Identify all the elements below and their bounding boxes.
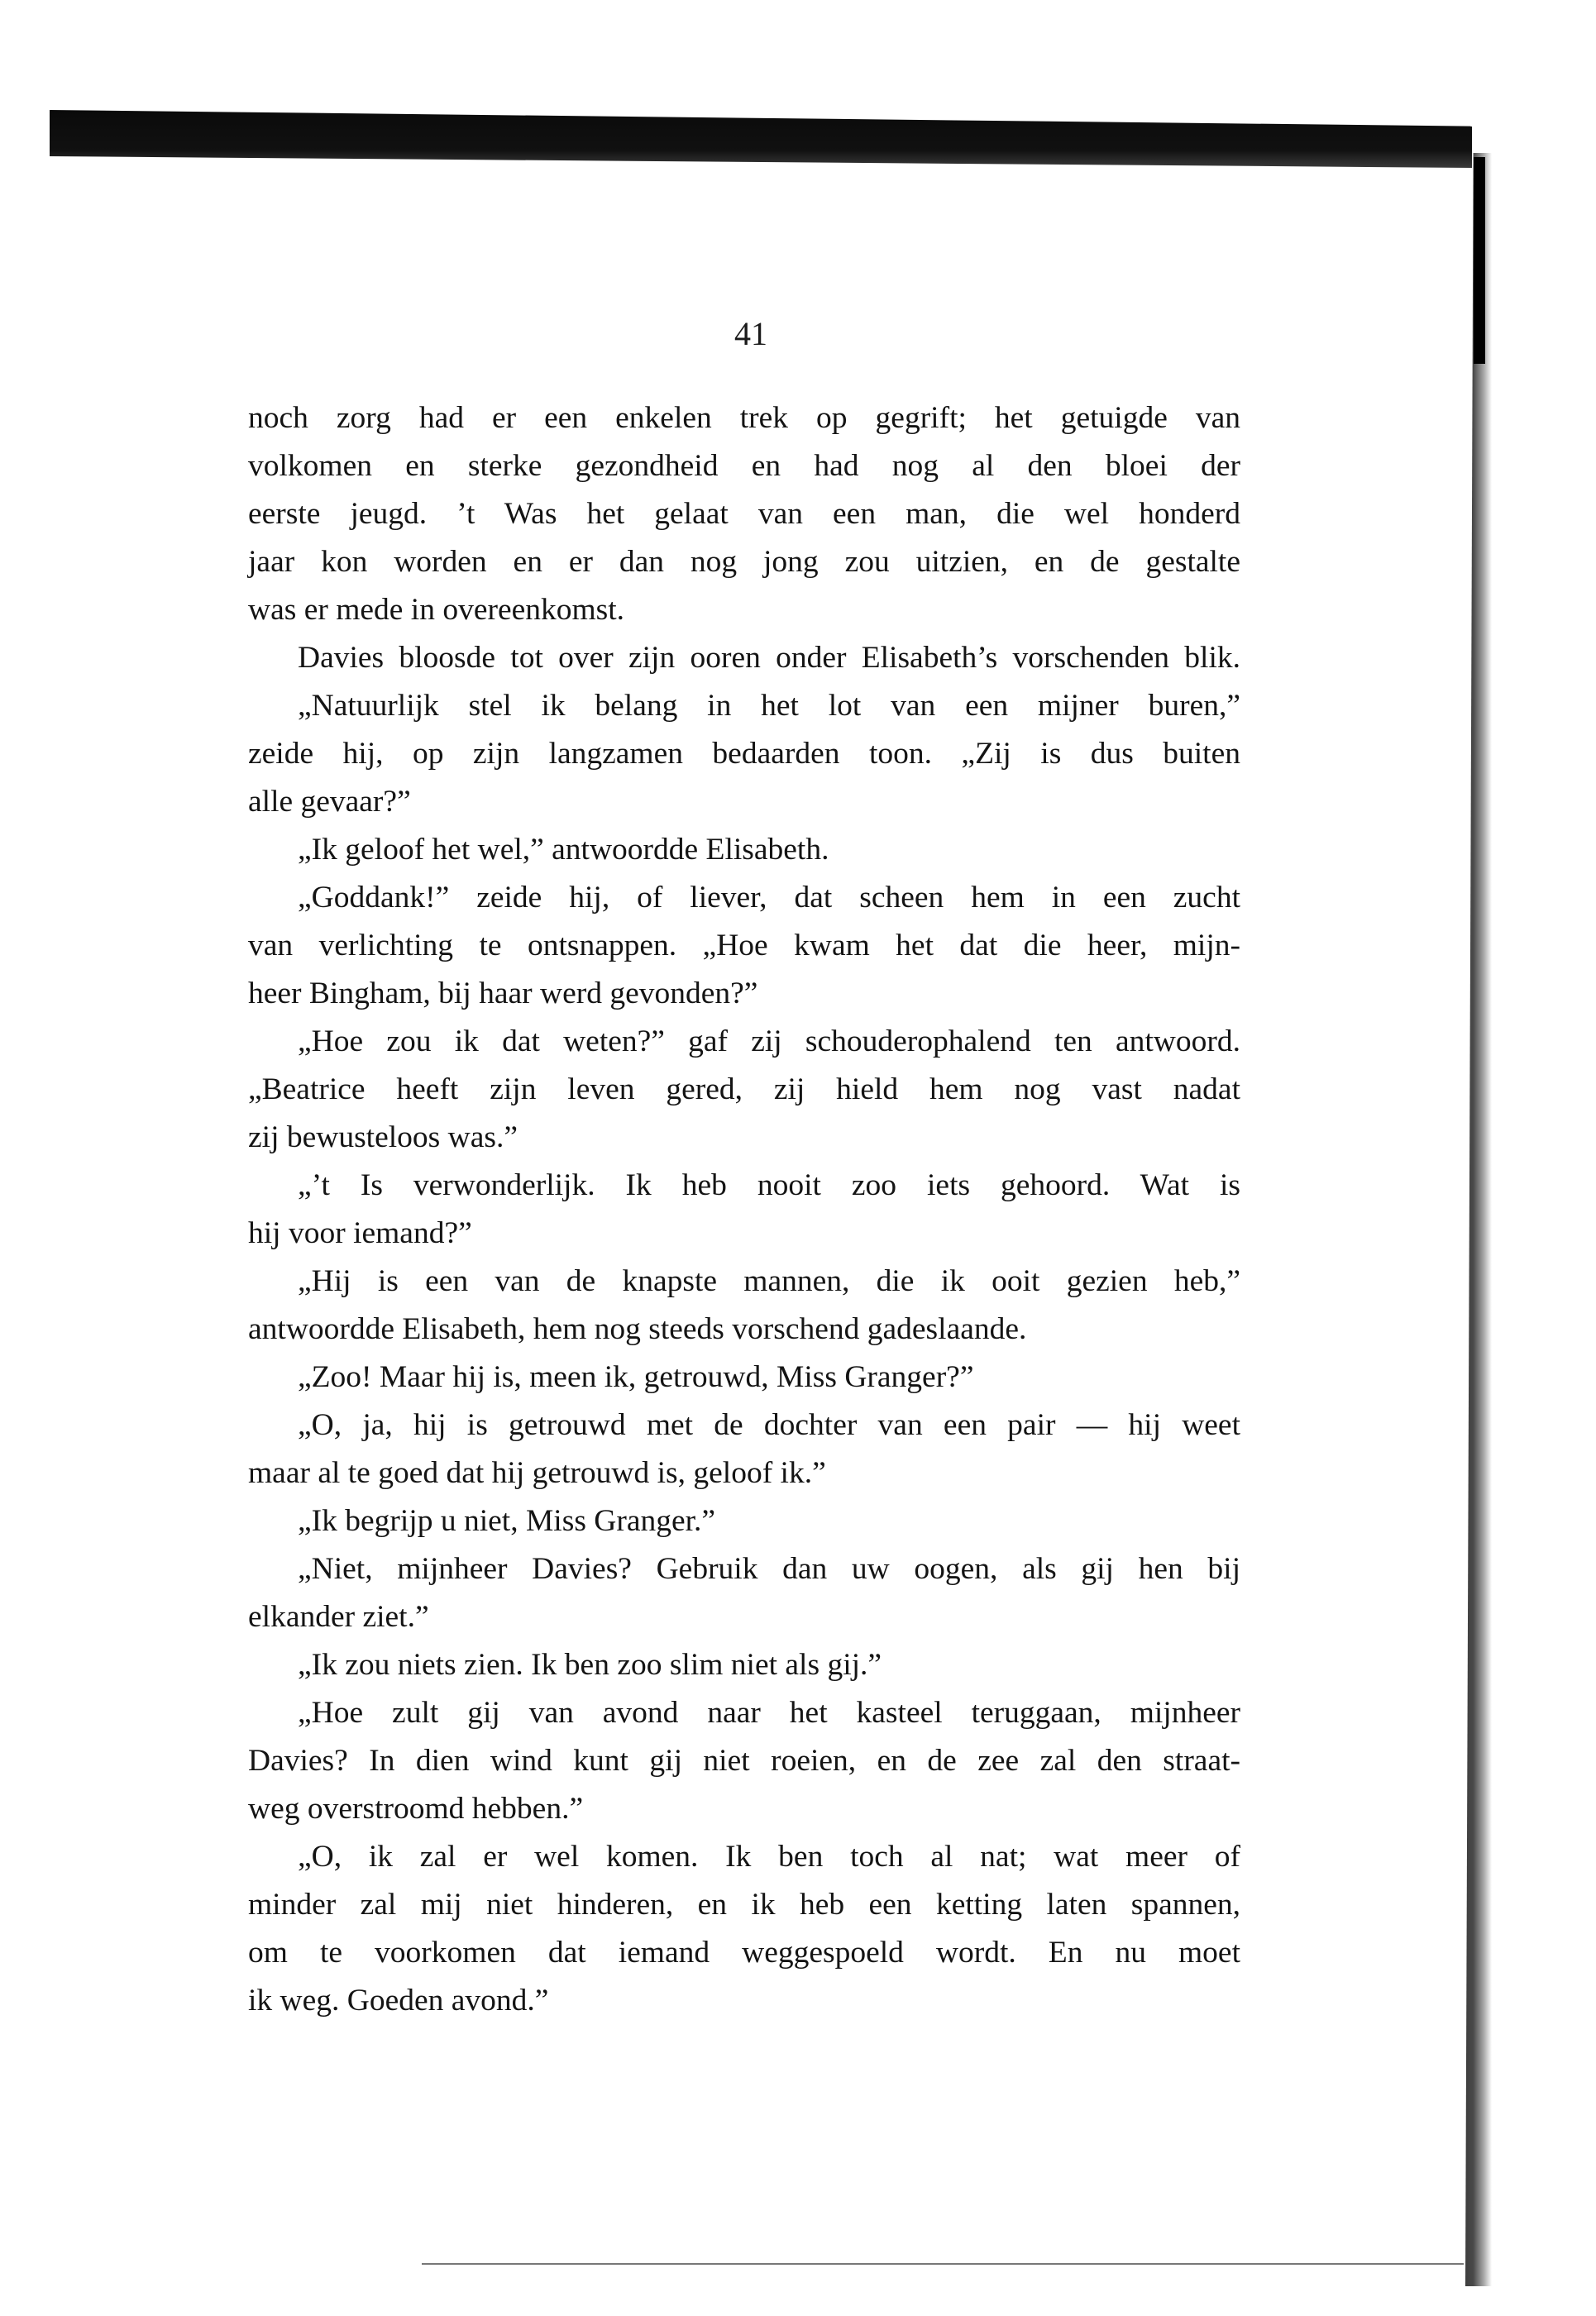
text-line: Davies bloosde tot over zijn ooren onder Elisabeth’s vorschenden blik.: [298, 641, 1240, 675]
text-line: maar al te goed dat hij getrouwd is, geloof ik.”: [248, 1456, 826, 1490]
scan-bottom-rule: [422, 2263, 1464, 2265]
text-line: heer Bingham, bij haar werd gevonden?”: [248, 977, 758, 1010]
text-line: hij voor iemand?”: [248, 1216, 472, 1250]
text-line: antwoordde Elisabeth, hem nog steeds vorschend gadeslaande.: [248, 1312, 1027, 1346]
text-line: „O, ja, hij is getrouwd met de dochter van een pair — hij weet: [298, 1408, 1240, 1442]
text-line: zij bewusteloos was.”: [248, 1120, 518, 1154]
text-line: „’t Is verwonderlijk. Ik heb nooit zoo iets gehoord. Wat is: [298, 1168, 1240, 1202]
text-line: om te voorkomen dat iemand weggespoeld wordt. En nu moet: [248, 1936, 1240, 1970]
text-line: zeide hij, op zijn langzamen bedaarden toon. „Zij is dus buiten: [248, 737, 1240, 771]
text-line: „Hoe zult gij van avond naar het kasteel teruggaan, mijnheer: [298, 1696, 1240, 1730]
text-line: „Niet, mijnheer Davies? Gebruik dan uw oogen, als gij hen bij: [298, 1552, 1240, 1586]
text-line: volkomen en sterke gezondheid en had nog al den bloei der: [248, 449, 1240, 483]
text-line: weg overstroomd hebben.”: [248, 1792, 584, 1826]
text-line: „Ik zou niets zien. Ik ben zoo slim niet als gij.”: [298, 1648, 882, 1682]
text-line: ik weg. Goeden avond.”: [248, 1984, 549, 2018]
text-line: „Hij is een van de knapste mannen, die ik ooit gezien heb,”: [298, 1264, 1240, 1298]
scan-shadow-right-dark: [1474, 157, 1485, 364]
body-text: [248, 394, 1240, 2025]
text-line: minder zal mij niet hinderen, en ik heb een ketting laten spannen,: [248, 1888, 1240, 1922]
text-line: „Natuurlijk stel ik belang in het lot van een mijner buren,”: [298, 689, 1240, 723]
text-line: jaar kon worden en er dan nog jong zou uitzien, en de gestalte: [248, 545, 1240, 579]
text-line: „Ik begrijp u niet, Miss Granger.”: [298, 1504, 716, 1538]
text-line: van verlichting te ontsnappen. „Hoe kwam het dat die heer, mijn-: [248, 929, 1240, 962]
text-line: „O, ik zal er wel komen. Ik ben toch al nat; wat meer of: [298, 1840, 1240, 1874]
text-line: elkander ziet.”: [248, 1600, 429, 1634]
page-number: 41: [734, 315, 767, 352]
text-line: eerste jeugd. ’t Was het gelaat van een man, die wel honderd: [248, 497, 1240, 531]
scan-shadow-top: [50, 110, 1472, 168]
text-line: alle gevaar?”: [248, 785, 411, 819]
text-line: noch zorg had er een enkelen trek op gegrift; het getuigde van: [248, 401, 1240, 435]
text-line: „Zoo! Maar hij is, meen ik, getrouwd, Miss Granger?”: [298, 1360, 974, 1394]
text-line: „Beatrice heeft zijn leven gered, zij hield hem nog vast nadat: [248, 1072, 1240, 1106]
scan-shadow-right: [1465, 153, 1492, 2286]
text-line: „Hoe zou ik dat weten?” gaf zij schouderophalend ten antwoord.: [298, 1024, 1240, 1058]
text-line: „Ik geloof het wel,” antwoordde Elisabeth.: [298, 833, 829, 867]
text-line: was er mede in overeenkomst.: [248, 593, 625, 627]
text-line: „Goddank!” zeide hij, of liever, dat scheen hem in een zucht: [298, 881, 1240, 914]
text-line: Davies? In dien wind kunt gij niet roeien, en de zee zal den straat-: [248, 1744, 1240, 1778]
